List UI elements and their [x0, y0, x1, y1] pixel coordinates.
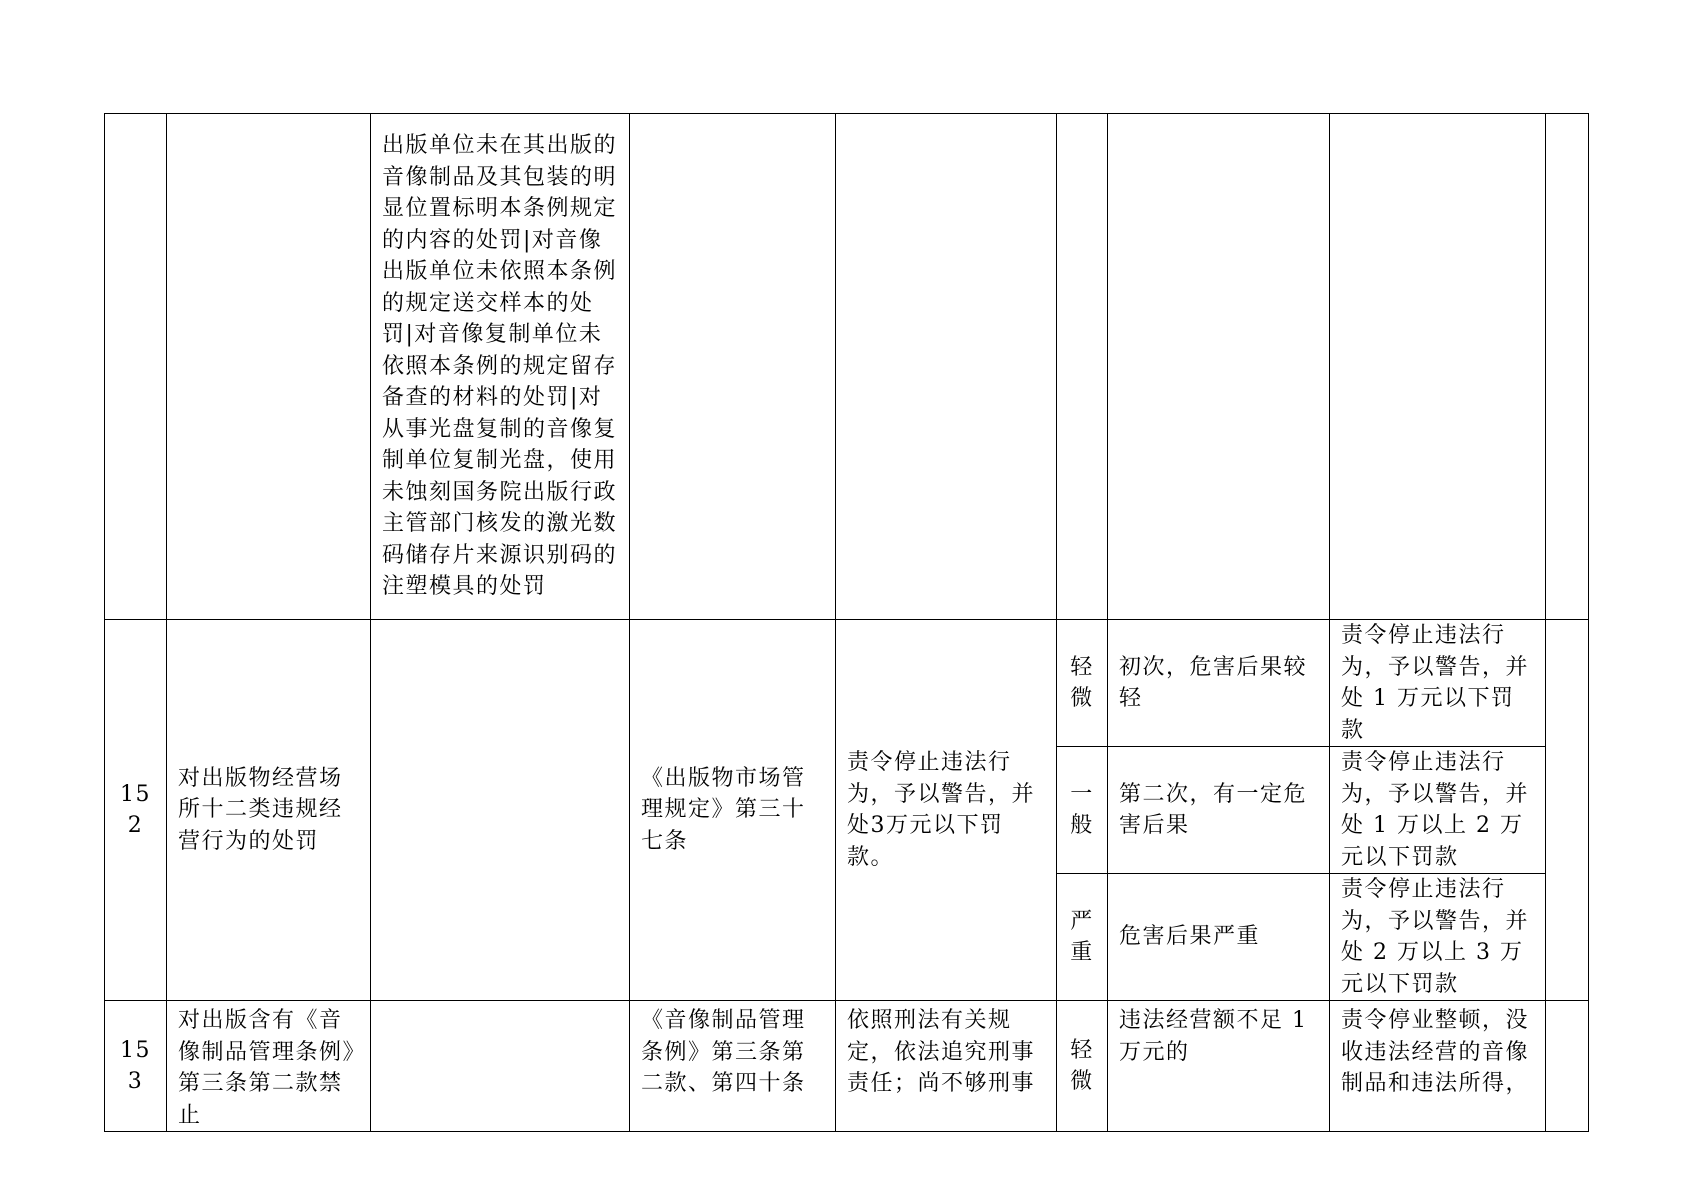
item-name-cell: 对出版含有《音像制品管理条例》第三条第二款禁止: [167, 1001, 371, 1132]
penalty-provision-cell: 责令停止违法行为，予以警告，并处3万元以下罚款。: [836, 620, 1057, 1001]
discretion-level-cell: 一般: [1057, 747, 1108, 874]
sub-item-cell: [371, 1001, 630, 1132]
table-row-152: [105, 620, 1589, 747]
circumstance-cell: [1108, 114, 1330, 620]
penalty-standard-cell: 责令停业整顿，没收违法经营的音像制品和违法所得，: [1330, 1001, 1546, 1132]
penalty-standard-cell: 责令停止违法行为，予以警告，并处 2 万以上 3 万元以下罚款: [1330, 874, 1546, 1001]
seq-cell: 152: [105, 620, 167, 1001]
discretion-level-cell: [1057, 114, 1108, 620]
item-name-cell: 对出版物经营场所十二类违规经营行为的处罚: [167, 620, 371, 1001]
circumstance-cell: 危害后果严重: [1108, 874, 1330, 1001]
seq-cell: [105, 114, 167, 620]
discretion-level-cell: 轻微: [1057, 620, 1108, 747]
remark-cell: [1546, 114, 1589, 620]
penalty-standard-cell: 责令停止违法行为，予以警告，并处 1 万以上 2 万元以下罚款: [1330, 747, 1546, 874]
penalty-standard-cell: [1330, 114, 1546, 620]
table-row-151-continued: [105, 114, 1589, 620]
discretion-level-cell: 轻微: [1057, 1001, 1108, 1132]
item-name-cell: [167, 114, 371, 620]
penalty-provision-cell: [836, 114, 1057, 620]
circumstance-cell: 第二次，有一定危害后果: [1108, 747, 1330, 874]
legal-basis-cell: [630, 114, 836, 620]
remark-cell: [1546, 620, 1589, 1001]
remark-cell: [1546, 1001, 1589, 1132]
sub-item-cell: 出版单位未在其出版的音像制品及其包装的明显位置标明本条例规定的内容的处罚|对音像出版单位未依照本条例的规定送交样本的处罚|对音像复制单位未依照本条例的规定留存备查的材料的处罚|对从事光盘复制的音像复制单位复制光盘，使用未蚀刻国务院出版行政主管部门核发的激光数码储存片来源识别码的注塑模具的处罚: [371, 114, 630, 620]
penalty-standard-cell: 责令停止违法行为，予以警告，并处 1 万元以下罚款: [1330, 620, 1546, 747]
circumstance-cell: 初次，危害后果较轻: [1108, 620, 1330, 747]
legal-basis-cell: 《音像制品管理条例》第三条第二款、第四十条: [630, 1001, 836, 1132]
penalty-standards-table: [104, 113, 1589, 1132]
legal-basis-cell: 《出版物市场管理规定》第三十七条: [630, 620, 836, 1001]
seq-cell: 153: [105, 1001, 167, 1132]
circumstance-cell: 违法经营额不足 1 万元的: [1108, 1001, 1330, 1132]
penalty-provision-cell: 依照刑法有关规定，依法追究刑事责任；尚不够刑事: [836, 1001, 1057, 1132]
discretion-level-cell: 严重: [1057, 874, 1108, 1001]
table-row-153: [105, 1001, 1589, 1132]
sub-item-cell: [371, 620, 630, 1001]
